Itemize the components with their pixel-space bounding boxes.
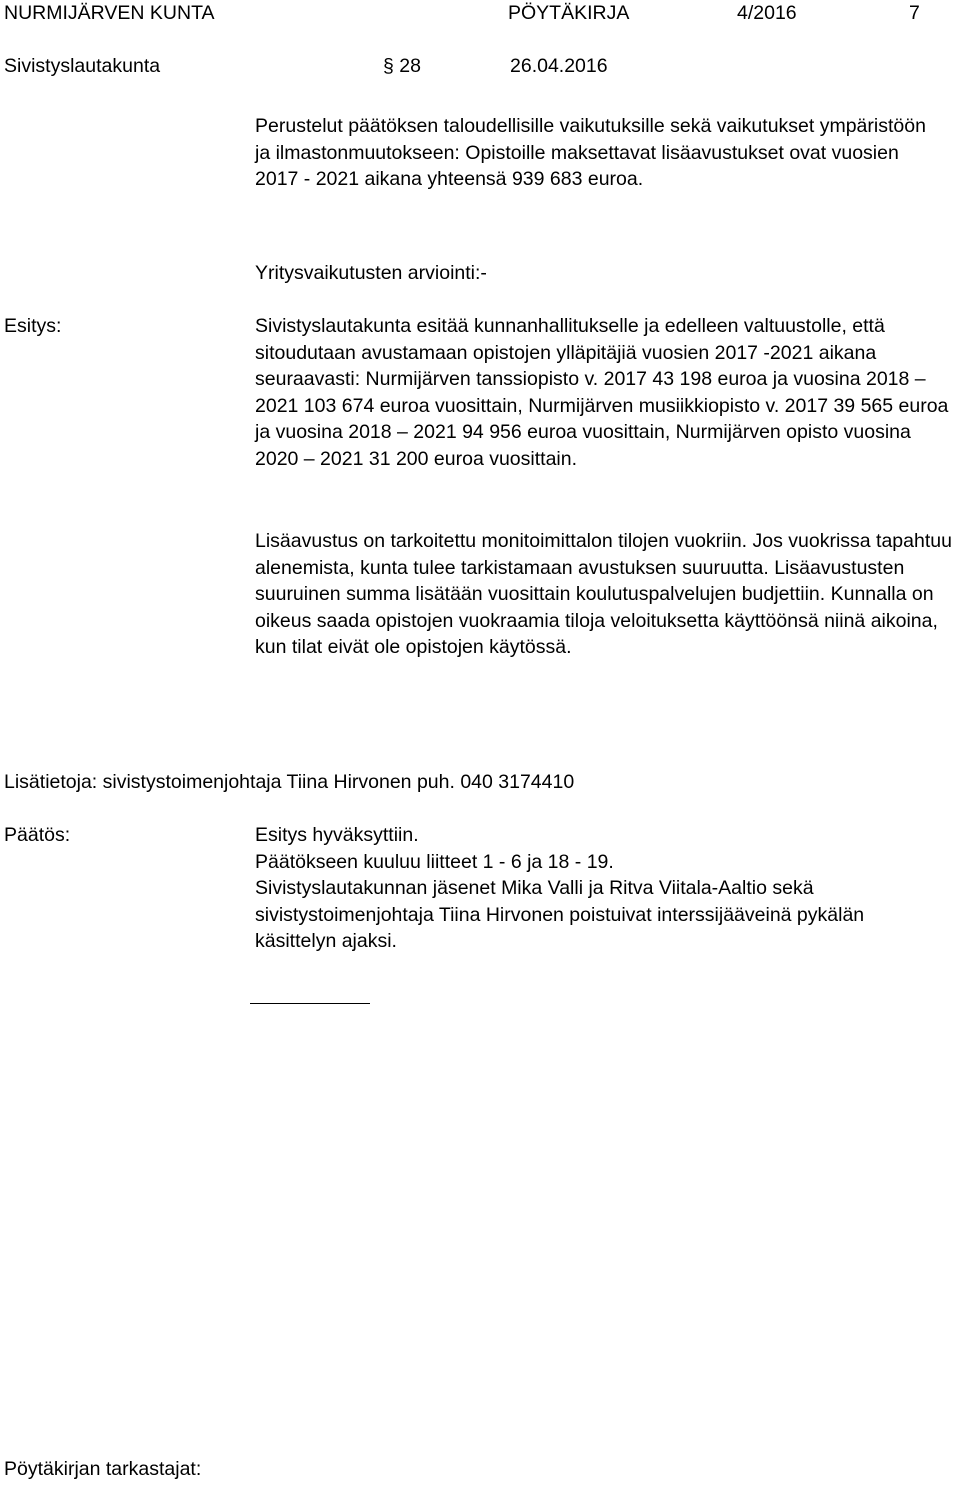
section-end-rule xyxy=(250,1003,370,1004)
decision-line-1: Esitys hyväksyttiin. xyxy=(255,824,419,846)
proposal-paragraph-2: Lisäavustus on tarkoitettu monitoimittalon tilojen vuokriin. Jos vuokrissa tapahtuu alenemista, kunta tulee tarkistamaan avustuksen suuruutta. Lisäavustusten suuruinen summa lisätään vuosittain koulutuspalvelujen budjettiin. Kunnalla on oikeus saada opistojen vuokraamia tiloja veloituksetta käyttöönsä niinä aikoina, kun tilat eivät ole opistojen käytössä. xyxy=(255,530,952,658)
meeting-date: 26.04.2016 xyxy=(510,55,608,77)
proposal-section-2 xyxy=(255,528,955,661)
additional-info: Lisätietoja: sivistystoimenjohtaja Tiina Hirvonen puh. 040 3174410 xyxy=(4,771,575,793)
proposal-label: Esitys: xyxy=(4,315,62,337)
page-number: 7 xyxy=(909,2,920,24)
org-name: NURMIJÄRVEN KUNTA xyxy=(4,2,215,24)
financial-justification-text: Perustelut päätöksen taloudellisille vaikutuksille sekä vaikutukset ympäristöön ja ilmastonmuutokseen: Opistoille maksettavat lisäavustukset ovat vuosien 2017 - 2021 aikana yhteensä 939 683 euroa. xyxy=(255,115,926,190)
committee-name: Sivistyslautakunta xyxy=(4,55,161,77)
decision-label: Päätös: xyxy=(4,824,71,846)
proposal-paragraph-1: Sivistyslautakunta esitää kunnanhallitukselle ja edelleen valtuustolle, että sitoudutaan avustamaan opistojen ylläpitäjiä vuosien 2017 -2021 aikana seuraavasti: Nurmijärven tanssiopisto v. 2017 43 198 euroa ja vuosina 2018 – 2021 103 674 euroa vuosittain, Nurmijärven musiikkiopisto v. 2017 39 565 euroa ja vuosina 2018 – 2021 94 956 euroa vuosittain, Nurmijärven opisto vuosina 2020 – 2021 31 200 euroa vuosittain. xyxy=(255,315,949,470)
decision-section xyxy=(255,822,915,955)
minutes-examiners-label: Pöytäkirjan tarkastajat: xyxy=(4,1458,202,1480)
financial-justification xyxy=(255,113,945,193)
proposal-section xyxy=(255,313,955,472)
document-number: 4/2016 xyxy=(737,2,797,24)
business-impact-assessment xyxy=(255,260,955,287)
decision-line-2: Päätökseen kuuluu liitteet 1 - 6 ja 18 - 19. xyxy=(255,850,614,873)
document-type: PÖYTÄKIRJA xyxy=(508,2,630,24)
section-number: § 28 xyxy=(383,55,421,77)
decision-line-3: Sivistyslautakunnan jäsenet Mika Valli ja Ritva Viitala-Aaltio sekä sivistystoimenjohtaja Tiina Hirvonen poistuivat interssijääveinä pykälän käsittelyn ajaksi. xyxy=(255,877,865,952)
business-impact-text: Yritysvaikutusten arviointi:- xyxy=(255,262,487,284)
